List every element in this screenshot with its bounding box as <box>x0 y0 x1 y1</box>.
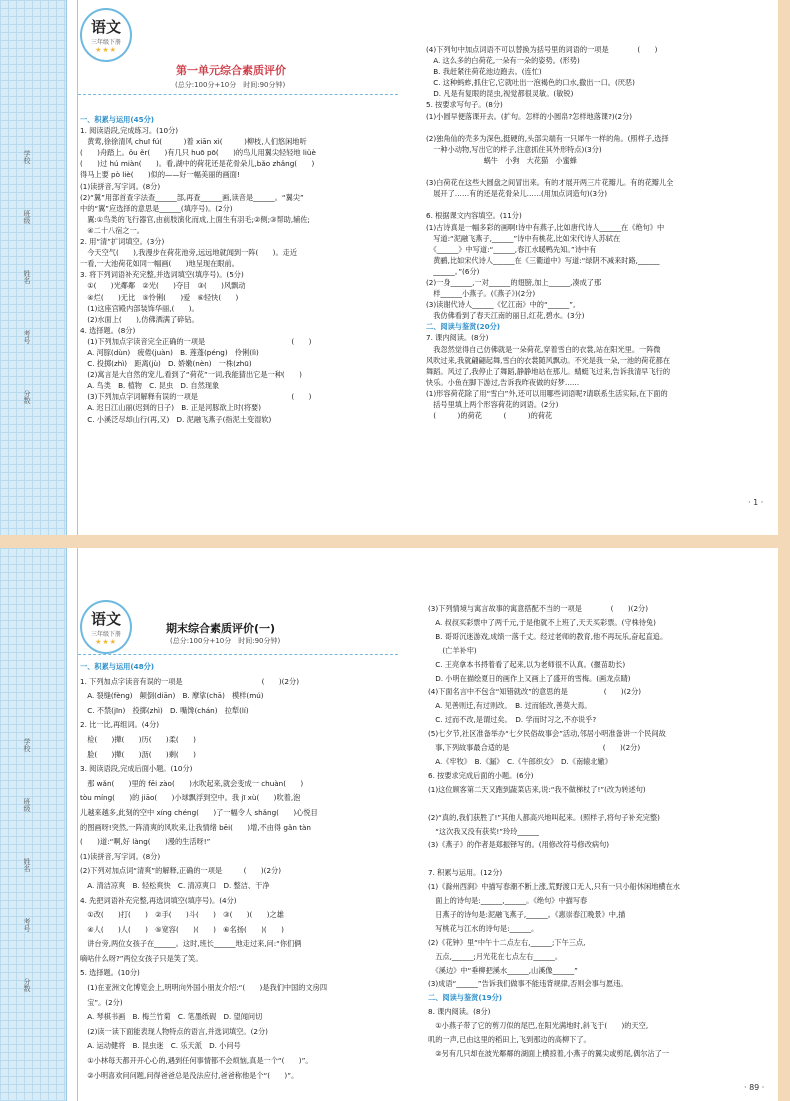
text-line: A.《牢牧》 B.《漏》 C.《牛郎织女》 D.《南辕北辙》 <box>428 756 612 766</box>
text-line: 4. 先把词语补充完整,再选词填空(填序号)。(4分) <box>80 895 237 905</box>
text-line: 《溪边》中“垂柳把溪水______,山溪像______” <box>428 965 578 975</box>
binding-strip <box>66 548 78 1101</box>
text-line: ④烂( )无比 ⑤怜俐( )爱 ⑥轻快( ) <box>80 292 239 302</box>
text-line: ②小明喜欢问问题,问得爸爸总是没法应付,爸爸称他是个“( )”。 <box>80 1070 299 1080</box>
text-line: 快乐。小鱼在脚下游过,告诉我昨夜做的好梦…… <box>426 377 580 387</box>
text-line: 2. 比一比,再组词。(4分) <box>80 720 160 730</box>
text-line: A. 叔叔买彩票中了两千元,于是他就不上班了,天天买彩票。(守株待兔) <box>428 617 656 627</box>
exam-page-final-one <box>0 548 778 1101</box>
text-line: 风吹过来,我就翩翩起舞,雪白的衣裳随风飘动。不光是我一朵,一池的荷花都在 <box>426 355 671 365</box>
text-line: (1)这座宫殿内部装饰华丽,( )。 <box>80 303 199 313</box>
page-title: 期末综合素质评价(一) <box>166 622 276 635</box>
text-line: 6. 根据课文内容填空。(11分) <box>426 211 522 221</box>
text-line: 8. 课内阅读。(8分) <box>428 1007 491 1017</box>
text-line: A. 河豚(dùn) 疲倦(juàn) B. 莲蓬(péng) 伶俐(lì) <box>80 347 259 357</box>
text-line <box>426 199 772 210</box>
star-icon: ★★★ <box>95 46 117 54</box>
page-title: 第一单元综合素质评价 <box>176 64 286 77</box>
text-line: 写道:“泥融飞燕子,______”诗中有桃花,比如宋代诗人苏轼在 <box>426 233 621 243</box>
text-line: 一看,一大池荷花如同一幅画( )地呈现在眼前。 <box>80 259 239 269</box>
text-line: C. 小溪泛尽却山行(再,又) D. 泥融飞燕子(指泥土变湿软) <box>80 414 272 424</box>
text-line: 我忽然觉得自己仿佛就是一朵荷花,穿着雪白的衣裳,站在阳光里。一阵微 <box>426 344 661 354</box>
text-line: (亡羊补牢) <box>428 645 477 655</box>
text-line: ①改( )打( ) ②手( )斗( ) ③( )( )之雄 <box>80 910 284 920</box>
text-line: (1)在亚洲文化博览会上,明明向外国小朋友介绍:“( )是我们中国的文房四 <box>80 983 328 993</box>
text-line: (1)《滁州西涧》中描写春潮不断上涨,荒野渡口无人,只有一只小船休闲地横在水 <box>428 882 680 892</box>
binding-label: 班级 <box>23 798 31 812</box>
binding-label: 班级 <box>23 210 31 224</box>
right-column <box>426 44 772 421</box>
text-line: A. 琴棋书画 B. 梅兰竹菊 C. 笔墨纸砚 D. 望闻问切 <box>80 1012 263 1022</box>
text-line: 我仿佛看到了春天江南的丽日,红花,碧水。(3分) <box>426 311 585 321</box>
text-line: C. 投掷(zhì) 距离(jù) D. 娇嫩(nèn) 一株(zhū) <box>80 359 252 369</box>
page-subtitle: (总分:100分+10分 时间:90分钟) <box>170 637 281 645</box>
text-line: 7. 积累与运用。(12分) <box>428 868 503 878</box>
text-line: 检( )撵( )历( )柔( ) <box>80 734 196 744</box>
text-line: A. 见善则迁,有过则改。 B. 过而能改,善莫大焉。 <box>428 701 592 711</box>
page-number: · 89 · <box>744 1083 765 1092</box>
text-line: ( )道:“啊,好 làng( )漫的生活呀!” <box>80 837 211 847</box>
binding-strip <box>66 0 78 535</box>
binding-label: 分数 <box>23 390 31 404</box>
text-line: (1)下列加点字读音完全正确的一项是 ( ) <box>80 336 312 346</box>
text-line: (2)读一读下面能表现人物特点的语言,并选词填空。(2分) <box>80 1026 268 1036</box>
text-line: (3)成语“______”告诉我们做事不能违背规律,否则会事与愿违。 <box>428 979 628 989</box>
text-line: 3. 阅读语段,完成后面小题。(10分) <box>80 764 193 774</box>
text-line <box>428 797 772 811</box>
text-line: 1. 阅读语段,完成练习。(10分) <box>80 126 179 136</box>
text-line: 嘀咕什么呀?”两位女孩子只是笑了笑。 <box>80 953 203 963</box>
text-line: (1)读拼音,写字词。(8分) <box>80 181 161 191</box>
text-line: 1. 下列加点字读音有误的一项是 ( )(2分) <box>80 676 299 686</box>
text-line: 脸( )撵( )沥( )剩( ) <box>80 749 196 759</box>
text-line: (2)一身______,一对______的翅膀,加上______,凑成了那 <box>426 277 602 287</box>
exam-page-unit-one <box>0 0 778 535</box>
text-line: (2)水面上( ),仿佛洒满了碎钻。 <box>80 314 199 324</box>
text-line: 展开了……有的还是花骨朵儿……(用加点词造句)(3分) <box>426 189 608 199</box>
text-line: C. 王亮拿本书捋着看了起来,以为老师很不认真。(揠苗助长) <box>428 659 626 669</box>
text-line: tòu míng( )的 jiāo( )小球飘浮到空中。我 jī xù( )吹着,泡 <box>80 793 301 803</box>
text-line: 黄莺,徐徐清风 chuī fú( )着 xiān xì( )柳枝,人们悠闲地听 <box>80 137 307 147</box>
text-line: 事,下列故事最合适的是 ( )(2分) <box>428 743 641 753</box>
text-line: (2)寓言是大自然的宠儿,看到了“荷花”一词,我能猜出它是一种( ) <box>80 370 302 380</box>
text-line: 一种小动物,写出它的样子,注意抓住其外形特点)(3分) <box>426 144 602 154</box>
text-line: (4)下列句中加点词语不可以替换为括号里的词语的一项是 ( ) <box>426 45 658 54</box>
binding-label: 学校 <box>23 150 31 164</box>
text-line: 儿越来越多,此刻的空中 xíng chéng( )了一幅令人 shǎng( )心悦目 <box>80 807 318 817</box>
text-line: (3)下列加点字词解释有误的一项是 ( ) <box>80 392 312 402</box>
text-line: (3)白荷花在这些大圆盘之间冒出来。有的才展开两三片花瓣儿。有的花瓣儿全 <box>426 178 674 188</box>
text-line: 日燕子的诗句是:泥融飞燕子,______。《惠崇春江晚景》中,描 <box>428 909 626 919</box>
binding-fields <box>18 150 48 490</box>
text-line: D. 小明在描绘夏日的画作上又画上了盛开的雪梅。(画龙点睛) <box>428 673 631 683</box>
divider <box>78 94 398 95</box>
text-line: 二、阅读与鉴赏(19分) <box>428 993 503 1003</box>
text-line <box>428 852 772 866</box>
text-line: 2. 用“清”扩词填空。(3分) <box>80 237 165 247</box>
binding-label: 分数 <box>23 978 31 992</box>
grade-label: 三年级下册 <box>90 631 121 638</box>
text-line: ( )过 hú miàn( )。看,湖中的荷花还是花骨朵儿,bǎo zhǎng( ) <box>80 159 315 169</box>
text-line: ______。”(6分) <box>426 266 480 276</box>
text-line <box>426 122 772 133</box>
text-line: C. 过而不改,是谓过矣。 D. 学而时习之,不亦说乎? <box>428 715 597 725</box>
text-line: 写桃花与江水的诗句是:______。 <box>428 923 539 933</box>
text-line: ①( )光鄰鄰 ②光( )夺目 ③( )风飘动 <box>80 281 246 291</box>
binding-label: 姓名 <box>23 270 31 284</box>
text-line: (2)《花钟》里“中午十二点左右,______;下午三点, <box>428 937 586 947</box>
text-line: ④二十八宿之一。 <box>80 225 144 235</box>
page-number: · 1 · <box>748 498 764 507</box>
text-line: ( )的荷花 ( )的荷花 <box>426 411 553 421</box>
text-line: ④人( )人( ) ⑤宽容( )( ) ⑥名扬( )( ) <box>80 924 284 934</box>
text-line: 样______小燕子。(《燕子》)(2分) <box>426 289 536 299</box>
binding-fields <box>18 698 48 1038</box>
text-line: 五点,______;月光花在七点左右______。 <box>428 951 563 961</box>
text-line: D. 凡是有复眼的昆虫,视觉都很灵敏。(敏锐) <box>426 89 574 99</box>
text-line: “这次我又没有获奖!”玲玲______ <box>428 826 539 836</box>
left-column <box>80 660 402 1083</box>
text-line: (4)下面名言中不包含“知错就改”的意思的是 ( )(2分) <box>428 687 642 697</box>
text-line: 二、阅读与鉴赏(20分) <box>426 322 501 332</box>
binding-label: 姓名 <box>23 858 31 872</box>
text-line: (2)下列对加点词“清爽”的解释,正确的一项是 ( )(2分) <box>80 866 282 876</box>
text-line: 的图画呀!突然,一阵清爽的风吹来,让我情绪 bēi( )增,不由得 gǎn tàn <box>80 822 311 832</box>
text-line: C. 这种蚂蚱,抓住它,它就吐出一泡褐色的口水,撒出一口。(厌恶) <box>426 78 635 88</box>
text-line: C. 不禁(jīn) 投掷(zhì) D. 嘴馋(chán) 拉犁(lí) <box>80 705 249 715</box>
text-line: ①小燕子带了它的剪刀似的尾巴,在阳光满地时,斜飞于( )的天空, <box>428 1021 649 1031</box>
text-line: 讲台旁,两位女孩子在______。这时,班长______地走过来,问:“你们俩 <box>80 939 302 949</box>
text-line: (2)独角仙的壳多为深色,挺硬的,头部尖端有一只犀牛一样的角。(照样子,选择 <box>426 133 669 143</box>
text-line: ①小林每天都开开心心的,遇到任何事情都不会烦恼,真是一个“( )”。 <box>80 1056 313 1066</box>
text-line: (1)古诗真是一幅多彩的画啊!诗中有燕子,比如唐代诗人______在《绝句》中 <box>426 222 665 232</box>
binding-label: 考号 <box>23 918 31 932</box>
text-line: B. 哥哥沉迷游戏,成绩一落千丈。经过老师的教育,他不再玩乐,奋起直追。 <box>428 631 668 641</box>
text-line: 5. 按要求写句子。(8分) <box>426 100 503 110</box>
text-line: 括号里填上两个形容荷花的词语。(2分) <box>426 400 559 409</box>
text-line: (3)《燕子》的作者是郑振铎写的。(用修改符号修改病句) <box>428 840 610 850</box>
text-line: (1)这位顾客第二天又跑到蔬菜店来,说:“我不做梯杖了!”(改为转述句) <box>428 784 646 794</box>
divider <box>78 654 398 655</box>
text-line: 6. 按要求完成后面的小题。(6分) <box>428 770 534 780</box>
star-icon: ★★★ <box>95 638 117 646</box>
text-line: 那 wǎn( )里的 fēi zào( )水吹起来,就会变成一 chuàn( ) <box>80 778 304 788</box>
text-line: 今天空气( ),我漫步在荷花池旁,远远地就闻到一阵( )。走近 <box>80 248 298 258</box>
text-line <box>426 166 772 177</box>
text-line: (3)下列情境与寓言故事的寓意搭配不当的一项是 ( )(2分) <box>428 604 649 613</box>
text-line: (2)“翼”用部首查字法查______部,再查______画,读音是______。“翼尖” <box>80 192 304 202</box>
text-line: 舞蹈。风过了,我停止了舞蹈,静静地站在那儿。蜻蜓飞过来,告诉我清早飞行的 <box>426 366 671 376</box>
text-line: 蜗牛 小狗 大花猫 小蜜蜂 <box>426 155 577 165</box>
text-line: A. 裂缝(fèng) 颠倒(diān) B. 摩挲(chā) 模样(mú) <box>80 691 264 701</box>
text-line: (3)读谢代诗人______《忆江南》中的“______”, <box>426 300 576 310</box>
text-line: A. 运动健将 B. 昆虫迷 C. 乐天派 D. 小问号 <box>80 1041 241 1051</box>
text-line: 《______》中写道:“______,春江水暖鸭先知。”诗中有 <box>426 244 597 254</box>
grade-label: 三年级下册 <box>90 39 121 46</box>
text-line: 翼:①鸟类的飞行器官,由前肢演化而成,上面生有羽毛;②侧;③帮助,辅佐; <box>80 214 310 224</box>
subject-badge <box>80 600 132 654</box>
text-line: 7. 课内阅读。(8分) <box>426 333 489 343</box>
text-line: ②另有几只却在波光鄰鄰的湖面上横掠着,小燕子的翼尖或剪尾,偶尔沾了一 <box>428 1049 670 1058</box>
page-subtitle: (总分:100分+10分 时间:90分钟) <box>175 81 286 89</box>
text-line: (2)“真的,我们获胜了!”其他人都高兴地叫起来。(照样子,将句子补充完整) <box>428 812 660 822</box>
text-line: 得马上要 pò liè( )似的——好一幅美丽的画面! <box>80 170 240 180</box>
text-line: 一、积累与运用(45分) <box>80 115 155 124</box>
text-line: (5)七夕节,社区准备举办“七夕民俗故事会”活动,邻居小明准备讲一个民间故 <box>428 729 666 739</box>
text-line: A. 清洁凉爽 B. 轻松爽快 C. 清凉爽口 D. 整洁、干净 <box>80 880 270 890</box>
subject-name: 语文 <box>90 18 121 36</box>
text-line: (1)小圆早便落课开去。(扩句。怎样的小圆帛?怎样地落课?)(2分) <box>426 111 633 121</box>
text-line: 中的“翼”应选择的意思是______(填序号)。(2分) <box>80 203 233 213</box>
subject-badge <box>80 8 132 62</box>
text-line: 叽的一声,已由这里的稻田上,飞到那边的高柳下了。 <box>428 1035 591 1045</box>
binding-label: 考号 <box>23 330 31 344</box>
text-line: 3. 将下列词语补充完整,并选词填空(填序号)。(5分) <box>80 270 244 280</box>
text-line: B. 我赶紧往荷花池边跑去。(连忙) <box>426 67 542 77</box>
text-line: A. 迟日江山丽(迟到的日子) B. 正是河豚欲上时(将要) <box>80 403 262 413</box>
text-line: A. 鸟类 B. 植物 C. 昆虫 D. 自然现象 <box>80 381 220 391</box>
binding-label: 学校 <box>23 738 31 752</box>
text-line: 一、积累与运用(48分) <box>80 662 155 671</box>
text-line: A. 这么多的白荷花,一朵有一朵的姿势。(形势) <box>426 56 580 66</box>
text-line: (1)读拼音,写字词。(8分) <box>80 851 161 861</box>
text-line: (1)形容荷花除了用“雪白”外,还可以用哪些词语呢?请联系生活实际,在下面的 <box>426 388 668 398</box>
text-line: 面上的诗句是:______,______。《绝句》中描写春 <box>428 896 588 906</box>
text-line: ( )舟踏上。ǒu ěr( )有几只 huō pō( )的鸟儿用翼尖轻轻地 liüè <box>80 148 316 158</box>
left-column <box>80 114 402 425</box>
text-line: 4. 选择题。(8分) <box>80 325 136 335</box>
right-column <box>428 602 772 1061</box>
subject-name: 语文 <box>90 610 121 628</box>
text-line: 宝”。(2分) <box>80 997 123 1007</box>
text-line: 5. 选择题。(10分) <box>80 968 140 978</box>
text-line: 黄鹂,比如宋代诗人______在《三衢道中》写道:“绿阴不减来时路,______ <box>426 255 660 265</box>
